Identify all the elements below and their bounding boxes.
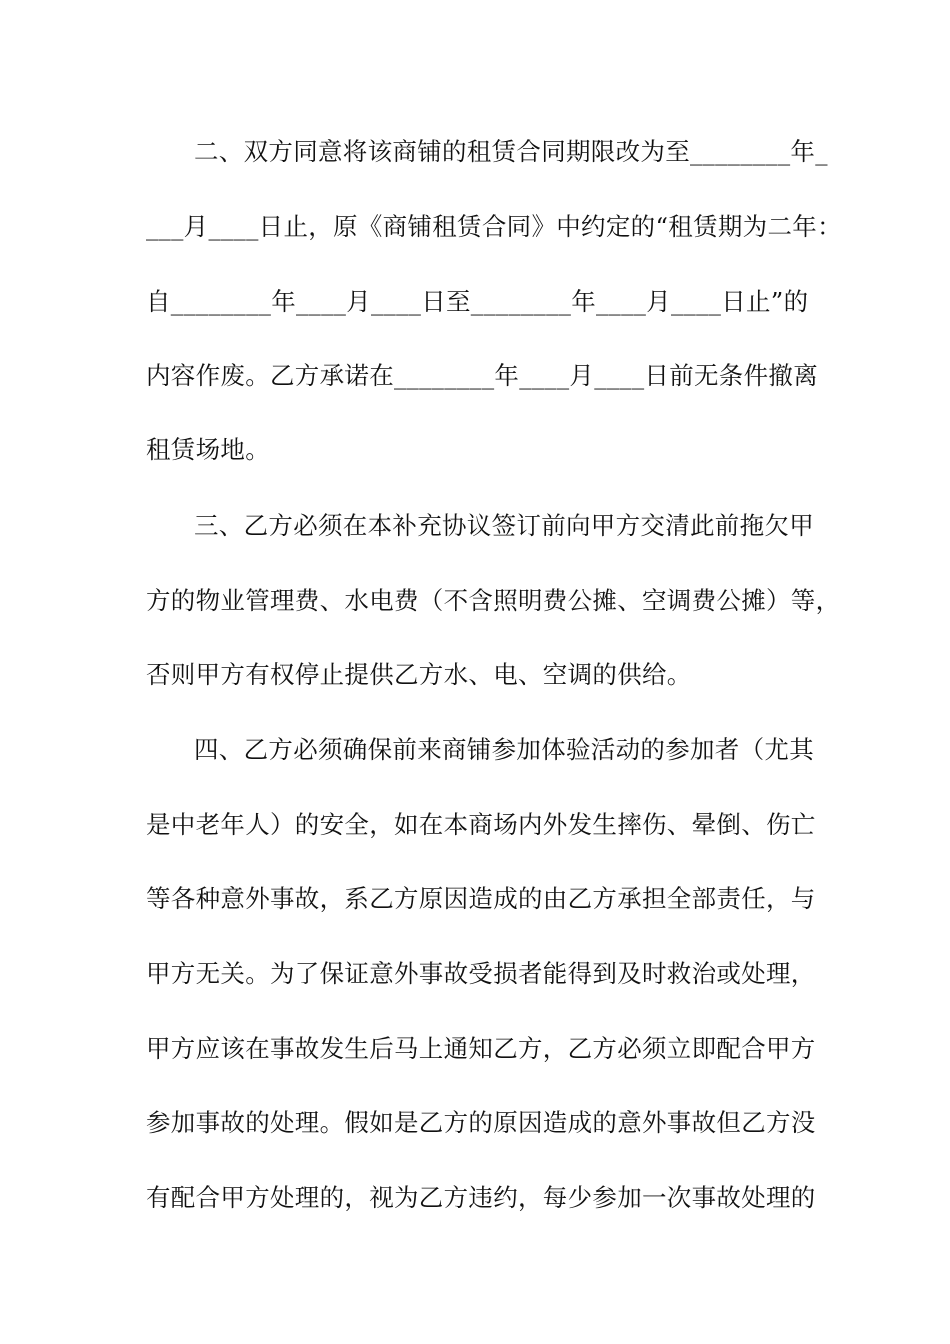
clause-3-line-3: 否则甲方有权停止提供乙方水、电、空调的供给。 (146, 660, 692, 689)
clause-4-line-6: 参加事故的处理。假如是乙方的原因造成的意外事故但乙方没 (146, 1108, 816, 1137)
clause-4-line-7: 有配合甲方处理的，视为乙方违约，每少参加一次事故处理的 (146, 1183, 816, 1212)
clause-4-line-1: 四、乙方必须确保前来商铺参加体验活动的参加者（尤其 (194, 735, 814, 764)
clause-2-line-2: ___月____日止，原《商铺租赁合同》中约定的“租赁期为二年： (146, 212, 842, 241)
clause-2-line-5: 租赁场地。 (146, 435, 270, 464)
clause-4-line-4: 甲方无关。为了保证意外事故受损者能得到及时救治或处理， (146, 959, 816, 988)
clause-4-line-2: 是中老年人）的安全，如在本商场内外发生摔伤、晕倒、伤亡 (146, 810, 816, 839)
clause-3-line-1: 三、乙方必须在本补充协议签订前向甲方交清此前拖欠甲 (194, 511, 814, 540)
clause-4-line-3: 等各种意外事故，系乙方原因造成的由乙方承担全部责任，与 (146, 884, 816, 913)
clause-3-line-2: 方的物业管理费、水电费（不含照明费公摊、空调费公摊）等， (146, 586, 841, 615)
clause-2-line-3: 自________年____月____日至________年____月____日止”的 (146, 287, 809, 316)
clause-2-line-4: 内容作废。乙方承诺在________年____月____日前无条件撤离 (146, 361, 818, 390)
clause-2-line-1: 二、双方同意将该商铺的租赁合同期限改为至________年_ (194, 137, 828, 166)
clause-4-line-5: 甲方应该在事故发生后马上通知乙方，乙方必须立即配合甲方 (146, 1034, 816, 1063)
